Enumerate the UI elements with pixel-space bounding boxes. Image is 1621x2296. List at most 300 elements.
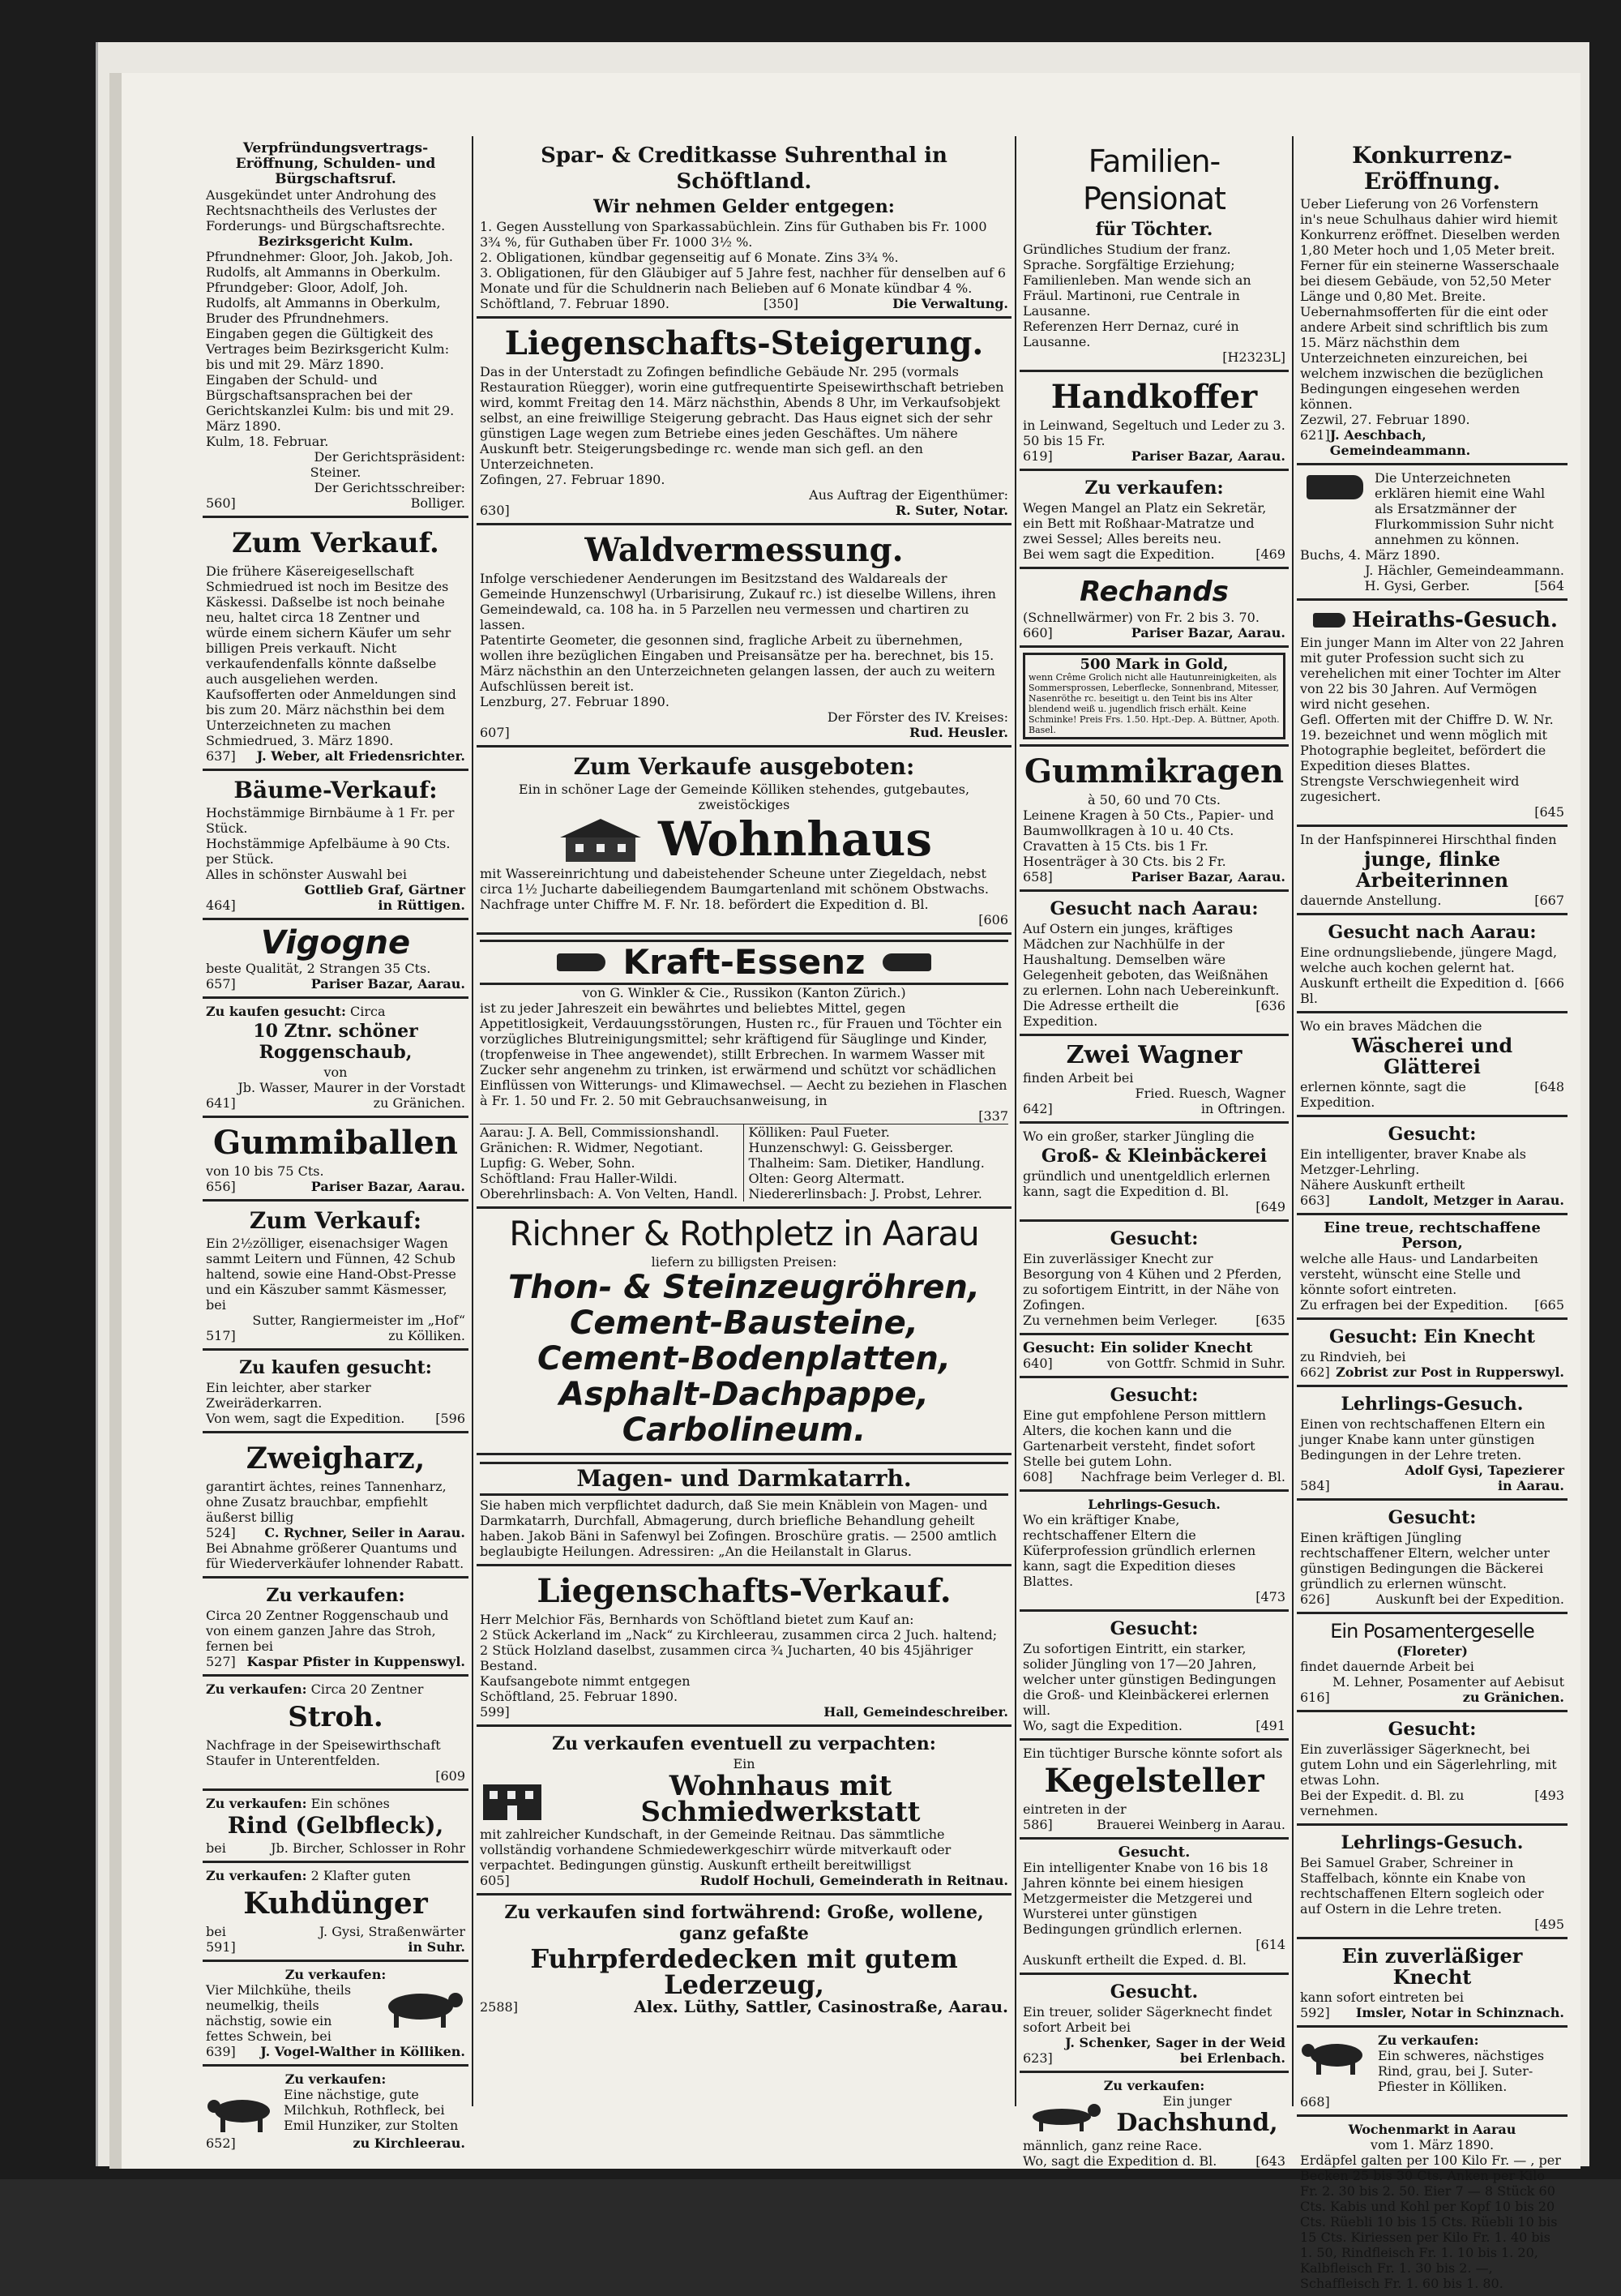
ad-dachshund	[1020, 2073, 1289, 2174]
ad-kraft-essenz	[477, 935, 1012, 1209]
ad-sign: Fried. Ruesch, Wagner	[1135, 1086, 1285, 1101]
ad-title: Verpfründungsvertrags-Eröffnung, Schulden- und Bürgschaftsruf.	[235, 140, 436, 187]
ad-body: von	[323, 1064, 348, 1080]
ad-title: Zu verkaufen eventuell zu verpachten:	[552, 1733, 936, 1754]
ad-line: Alles in schönster Auswahl bei	[206, 867, 407, 882]
ad-number: 642]	[1023, 1101, 1053, 1116]
ad-number: 517]	[206, 1328, 236, 1343]
ad-sign: Pariser Bazar, Aarau.	[1131, 625, 1285, 640]
ad-date: Schmiedrued, 3. März 1890.	[206, 733, 394, 748]
product-line: Thon- & Steinzeugröhren,	[507, 1269, 981, 1306]
ad-number: [564	[1534, 578, 1564, 593]
ad-date: Zofingen, 27. Februar 1890.	[480, 472, 665, 487]
ad-title: Magen- und Darmkatarrh.	[480, 1462, 1008, 1496]
cow-illustration-icon	[206, 2087, 279, 2135]
ad-wohnhaus-schmiedwerkstatt	[477, 1727, 1012, 1895]
ad-body: Ein in schöner Lage der Gemeinde Kölliken stehendes, gutgebautes, zweistöckiges	[518, 782, 970, 812]
ad-body: mit zahlreicher Kundschaft, in der Gemeinde Reitnau. Das sämmtliche vollständig vorhandene Schmiedewerkgeschirr würde mitverkauft oder verpachtet. Bedingungen günstig. Auskunft ertheilt bereitwilligst	[480, 1827, 952, 1873]
ad-headline: Kuhdünger	[243, 1887, 428, 1921]
ad-body: bei	[206, 1840, 226, 1856]
ad-body: Eine gut empfohlene Person mittlern Alters, die kochen kann und die Gartenarbeit versteht, findet sofort Stelle bei gutem Lohn.	[1023, 1407, 1266, 1469]
ad-kaufen-karren	[203, 1351, 468, 1433]
ad-number: [350]	[763, 296, 799, 311]
ad-body: Wo ein kräftiger Knabe, rechtschaffener Eltern die Küferprofession gründlich erlernen kann, sagt die Expedition dieses Blattes.	[1023, 1512, 1256, 1589]
ad-body: Ein zuverlässiger Sägerknecht, bei gutem Lohn und ein Sägerlehrling, mit etwas Lohn.	[1300, 1741, 1557, 1788]
ad-number: 660]	[1023, 625, 1053, 640]
ad-number: 608]	[1023, 1469, 1053, 1484]
ad-sign: Pariser Bazar, Aarau.	[310, 976, 465, 992]
ad-title: Eine treue, rechtschaffene Person,	[1324, 1219, 1541, 1252]
ad-title: Richner & Rothpletz in Aarau	[509, 1214, 979, 1253]
ad-place: zu Kölliken.	[388, 1328, 465, 1343]
ad-number: 605]	[480, 1873, 510, 1888]
ad-body: à 50, 60 und 70 Cts.	[1088, 792, 1221, 807]
ad-sign: M. Lehner, Posamenter auf Aebisut	[1332, 1674, 1564, 1690]
ad-body: Ein intelligenter Knabe von 16 bis 18 Jahren könnte bei einem hiesigen Metzgermeister die Metzgerei und Wursterei unter günstigen Bedingungen gründlich erlernen.	[1023, 1860, 1268, 1937]
ad-number: [643	[1255, 2153, 1285, 2169]
ad-body: Ein intelligenter, braver Knabe als Metzger-Lehrling.	[1300, 1146, 1526, 1177]
ad-body: Ein junger Mann im Alter von 22 Jahren mit guter Profession sucht sich zu verehelichen mit einer Tochter im Alter von 22 bis 30 Jahren. Auf Vermögen wird nicht gesehen.	[1300, 635, 1564, 712]
ad-body: in Leinwand, Segeltuch und Leder zu 3. 50 bis 15 Fr.	[1023, 418, 1285, 448]
ad-number: [495	[1534, 1917, 1564, 1932]
ad-text: In der Hanfspinnerei Hirschthal finden	[1300, 832, 1557, 847]
ad-body: Die Unterzeichneten erklären hiemit eine Wahl als Ersatzmänner der Flurkommission Suhr nicht annehmen zu können.	[1375, 470, 1554, 547]
ad-number: 560]	[206, 495, 236, 511]
ad-sign: Gottlieb Graf, Gärtner	[304, 882, 465, 897]
ad-line: Auskunft ertheilt die Expedition d. Bl.	[1300, 975, 1528, 1006]
ad-title: Zum Verkaufe ausgeboten:	[573, 753, 915, 780]
ad-line: Hochstämmige Birnbäume à 1 Fr. per Stück.	[206, 805, 455, 836]
ad-text: Pfrundgeber: Gloor, Adolf, Joh. Rudolfs, alt Ammanns in Oberkulm, Bruder des Pfrundnehmers.	[206, 280, 441, 326]
ad-body: Gefl. Offerten mit der Chiffre D. W. Nr. 19. bezeichnet und wenn möglich mit Photographie begleitet, befördert die Expedition dieses Blattes.	[1300, 712, 1554, 773]
ad-title: Zu verkaufen:	[266, 1585, 405, 1606]
ad-body: (Schnellwärmer) von Fr. 2 bis 3. 70.	[1023, 610, 1260, 625]
ad-body: männlich, ganz reine Race.	[1023, 2138, 1203, 2153]
ad-body: Zu sofortigen Eintritt, ein starker, solider Jüngling von 17—20 Jahren, welcher unter günstigen Bedingungen die Groß- und Kleinbäckerei erlernen will.	[1023, 1641, 1277, 1718]
ad-sign: R. Suter, Notar.	[895, 503, 1008, 518]
ad-headline: Wäscherei und Glätterei	[1351, 1034, 1513, 1078]
ad-title: Gesucht:	[1388, 1507, 1477, 1528]
ad-creme-grolich	[1020, 648, 1289, 747]
column-3	[1020, 136, 1289, 2169]
ad-title: Zum Verkauf.	[232, 527, 439, 559]
ad-line: Zu erfragen bei der Expedition.	[1300, 1297, 1508, 1313]
ad-body: Ausgekündet unter Androhung des Rechtsnachtheils des Verlustes der Forderungs- und Bürgschaftsrechte.	[206, 187, 446, 233]
ad-line: Wo, sagt die Expedition.	[1023, 1718, 1183, 1733]
ad-gesucht-magd	[1297, 915, 1568, 1013]
ad-waescherei	[1297, 1013, 1568, 1117]
ad-zuverlaessiger-knecht	[1297, 1939, 1568, 2028]
ad-sign: Rudolf Hochuli, Gemeinderath in Reitnau.	[699, 1873, 1008, 1888]
ad-knecht-rindvieh	[1297, 1320, 1568, 1387]
ad-saegerknecht	[1020, 1975, 1289, 2073]
ad-zum-verkauf-wagen	[203, 1202, 468, 1351]
column-4	[1297, 136, 1568, 2291]
ad-number: [596	[435, 1411, 465, 1426]
ad-kegelsteller	[1020, 1741, 1289, 1840]
ad-baecker-lehrling	[1297, 1501, 1568, 1614]
ad-body: dauernde Anstellung.	[1300, 893, 1442, 908]
ad-body: findet dauernde Arbeit bei	[1300, 1659, 1474, 1674]
depot-item: Kölliken: Paul Fueter.	[748, 1124, 890, 1140]
ad-text: Ein schönes	[310, 1796, 390, 1811]
ad-vigogne	[203, 920, 468, 999]
ad-gummikragen	[1020, 747, 1289, 892]
ad-number: 637]	[206, 748, 236, 764]
ad-zum-verkauf	[203, 518, 468, 771]
ad-title: Zweigharz,	[246, 1441, 426, 1476]
binding-edge	[109, 73, 122, 2169]
ad-title: Spar- & Creditkasse Suhrenthal in Schöftland.	[541, 144, 947, 194]
ad-number: [614	[1255, 1937, 1285, 1952]
ad-body: garantirt ächtes, reines Tannenharz, ohne Zusatz brauchbar, empfiehlt äußerst billig	[206, 1479, 447, 1525]
ad-subtitle: für Töchter.	[1095, 219, 1213, 240]
ad-title: Gesucht.	[1118, 1844, 1191, 1861]
ad-number: 641]	[206, 1095, 236, 1111]
ad-body: Bei Samuel Graber, Schreiner in Staffelbach, könnte ein Knabe von rechtschaffenen Eltern sogleich oder auf Ostern in die Lehre treten.	[1300, 1855, 1544, 1917]
ad-body: von 10 bis 75 Cts.	[206, 1163, 324, 1179]
ad-sign: Imsler, Notar in Schinznach.	[1355, 2005, 1564, 2020]
product-line: Cement-Bausteine,	[569, 1304, 919, 1342]
ad-number: [636	[1255, 998, 1285, 1013]
ad-date: Lenzburg, 27. Februar 1890.	[480, 694, 669, 709]
ad-sign: Bolliger.	[410, 495, 465, 511]
ad-sparkasse	[477, 136, 1012, 319]
ad-title: Liegenschafts-Steigerung.	[504, 324, 984, 362]
ad-number: [H2323L]	[1222, 349, 1285, 365]
ad-body: zu Rindvieh, bei	[1300, 1349, 1406, 1364]
cow-illustration-icon	[376, 1982, 465, 2031]
ad-body: mit Wassereinrichtung und dabeistehender Scheune unter Ziegeldach, nebst circa 1½ Jucharte dabeiliegendem Baumgartenland mit schönem Obstwachs. Nachfrage unter Chiffre M. F. Nr. 18. befördert die Expedition d. Bl.	[480, 866, 989, 912]
ad-place: bei Erlenbach.	[1179, 2050, 1285, 2066]
ad-sign: Landolt, Metzger in Aarau.	[1368, 1193, 1564, 1208]
ad-body: Nachfrage in der Speisewirthschaft Staufer in Unterentfelden.	[206, 1737, 441, 1768]
market-date: vom 1. März 1890.	[1370, 2137, 1495, 2152]
product-line: Carbolineum.	[622, 1411, 866, 1449]
ad-sign: Steiner.	[310, 465, 361, 480]
ad-date: Zezwil, 27. Februar 1890.	[1300, 412, 1470, 427]
ad-sign: J. Hächler, Gemeindeammann.	[1365, 563, 1564, 578]
ad-body: Ein zuverlässiger Knecht zur Besorgung von 4 Kühen und 2 Pferden, zu sofortigem Eintritt, in der Nähe von Zofingen.	[1023, 1251, 1282, 1313]
ad-line: Bei wem sagt die Expedition.	[1023, 546, 1215, 562]
ad-court: Bezirksgericht Kulm.	[258, 233, 413, 249]
ad-number: [606	[978, 912, 1008, 927]
market-title: Wochenmarkt in Aarau	[1348, 2122, 1516, 2137]
ad-title: Zu verkaufen:	[206, 1796, 307, 1811]
ad-line: Auskunft bei der Expedition.	[1375, 1591, 1564, 1607]
ad-number: 626]	[1300, 1591, 1330, 1607]
ad-number: 658]	[1023, 869, 1053, 885]
ad-number: 639]	[206, 2044, 236, 2059]
ad-text: Wo ein braves Mädchen die	[1300, 1018, 1482, 1034]
ad-text: Eingaben der Schuld- und Bürgschaftsansprachen bei der Gerichtskanzlei Kulm: bis und mit 29. März 1890.	[206, 372, 455, 434]
ad-number: 524]	[206, 1525, 236, 1540]
ad-line: Nachfrage beim Verleger d. Bl.	[1080, 1469, 1285, 1484]
ad-title: Ein zuverläßiger Knecht	[1341, 1944, 1523, 1989]
ad-body: Einen von rechtschaffenen Eltern ein junger Knabe kann unter günstigen Bedingungen in der Lehre treten.	[1300, 1416, 1546, 1463]
ad-title: Gummiballen	[213, 1124, 458, 1162]
ad-gesucht-person	[1020, 1378, 1289, 1492]
ad-body: welche alle Haus- und Landarbeiten versteht, wünscht eine Stelle und könnte sofort eintreten.	[1300, 1251, 1538, 1297]
ad-date: Schöftland, 25. Februar 1890.	[480, 1689, 678, 1704]
ad-title: Handkoffer	[1050, 378, 1258, 416]
ad-milchkuh	[203, 2067, 468, 2156]
pointing-hand-icon	[1313, 613, 1345, 628]
ad-line: Wo, sagt die Expedition d. Bl.	[1023, 2153, 1217, 2169]
ad-line: Zu vernehmen beim Verleger.	[1023, 1313, 1218, 1328]
ad-zwei-wagner	[1020, 1036, 1289, 1124]
product-line: Cement-Bodenplatten,	[537, 1340, 952, 1377]
ad-number: 621]	[1300, 427, 1330, 443]
ad-sign-role: Der Gerichtsschreiber:	[314, 480, 465, 495]
ad-title: Rechands	[1080, 576, 1229, 608]
ad-line: Hochstämmige Apfelbäume à 90 Cts. per Stück.	[206, 836, 451, 867]
ad-title: Zu verkaufen:	[284, 2071, 387, 2087]
ad-title: Lehrlings-Gesuch.	[1341, 1394, 1524, 1415]
ad-line: Nähere Auskunft ertheilt	[1300, 1177, 1465, 1193]
ad-number: 586]	[1023, 1817, 1053, 1832]
ad-baeume-verkauf	[203, 771, 468, 920]
ad-subtitle: Wir nehmen Gelder entgegen:	[593, 196, 895, 217]
ad-number: [635	[1255, 1313, 1285, 1328]
ad-magen-darmkatarrh	[477, 1455, 1012, 1566]
ad-body: Ein 2½zölliger, eisenachsiger Wagen sammt Leitern und Fünnen, 42 Schub haltend, sowie eine Hand-Obst-Presse und ein Käszuber sammt Käsmesser, bei	[206, 1236, 456, 1313]
ad-text: 2 Klafter guten	[310, 1868, 411, 1883]
ad-number: [469	[1255, 546, 1285, 562]
ad-zweigharz	[203, 1433, 468, 1578]
ad-metzger-lehrling	[1297, 1117, 1568, 1215]
ad-konkurrenz-eroeffnung	[1297, 136, 1568, 465]
ad-text: Eingaben gegen die Gültigkeit des Vertrages beim Bezirksgericht Kulm: bis und mit 29. März 1890.	[206, 326, 450, 372]
ad-ref: Referenzen Herr Dernaz, curé in Lausanne.	[1023, 319, 1239, 349]
ad-text: Circa	[350, 1004, 386, 1019]
ad-number: [473	[1255, 1589, 1285, 1604]
ad-title: Gesucht: Ein Knecht	[1329, 1326, 1535, 1347]
ad-sign: Zobrist zur Post in Rupperswyl.	[1336, 1364, 1564, 1380]
ad-number: [491	[1255, 1718, 1285, 1733]
ad-verkaufen-rind-grau	[1297, 2028, 1568, 2117]
ad-body: beste Qualität, 2 Strangen 35 Cts.	[206, 961, 431, 976]
ad-number: [493	[1534, 1788, 1564, 1803]
ad-title: Gummikragen	[1024, 752, 1285, 790]
depot-item: Oberehrlinsbach: A. Von Velten, Handl.	[480, 1186, 738, 1202]
ad-place: in Rüttigen.	[378, 897, 465, 913]
ad-rechands	[1020, 569, 1289, 648]
ad-text: Ein	[733, 1756, 755, 1771]
ad-body: ist zu jeder Jahreszeit ein bewährtes und beliebtes Mittel, gegen Appetitlosigkeit, Verdauungsstörungen, Husten rc., für Frauen und Töchter ein vorzügliches Blutreinigungsmittel; sehr kräftigend für Säuglinge und Kinder, (tropfenweise in Thee angewendet), stillt Erbrechen. In warmem Wasser mit Zucker sehr angenehm zu trinken, ist erwärmend und schützt vor schädlichen Einflüssen von Witterungs- und Klimawechsel. — Aecht zu beziehen in Flaschen à Fr. 1. 50 und Fr. 2. 50 mit Gebrauchsanweisung, in	[480, 1000, 1007, 1108]
ad-headline: junge, flinke Arbeiterinnen	[1355, 847, 1509, 892]
ad-title: Zu verkaufen:	[284, 1967, 387, 1982]
ad-number: 616]	[1300, 1690, 1330, 1705]
depot-item: Olten: Georg Altermatt.	[748, 1171, 905, 1186]
column-2	[477, 136, 1012, 2106]
column-rule	[472, 136, 473, 2106]
ad-body: Ein leichter, aber starker Zweiräderkarren.	[206, 1380, 371, 1411]
ad-sign-role: Der Gerichtspräsident:	[314, 449, 465, 465]
ad-sign: Brauerei Weinberg in Aarau.	[1097, 1817, 1285, 1832]
ad-sign: J. Gysi, Straßenwärter	[319, 1924, 465, 1939]
ad-verkaufen-stroh	[203, 1677, 468, 1791]
ad-title: Gesucht: Ein solider Knecht	[1023, 1339, 1253, 1356]
ad-posamentergeselle	[1297, 1614, 1568, 1712]
depot-item: Gränichen: R. Widmer, Negotiant.	[480, 1140, 704, 1155]
ad-number: 591]	[206, 1939, 236, 1955]
ad-sign: von Gottfr. Schmid in Suhr.	[1106, 1356, 1285, 1371]
ad-roggenschaub	[203, 999, 468, 1118]
building-illustration-icon	[480, 1776, 545, 1822]
ad-number: [337	[978, 1108, 1008, 1124]
ad-number: [667	[1534, 893, 1564, 908]
ad-place: zu Gränichen.	[1462, 1690, 1564, 1705]
ad-place: zu Gränichen.	[373, 1095, 465, 1111]
ad-headline: 10 Ztnr. schöner Roggenschaub,	[253, 1021, 418, 1063]
ad-line: 3. Obligationen, für den Gläubiger auf 5 Jahre fest, nachher für denselben auf 6 Monate und für die Schuldnerin nach Belieben auf 6 Monate kündbar 4 %.	[480, 265, 1007, 296]
ad-place: in Oftringen.	[1200, 1101, 1285, 1116]
ad-line: Bei der Expedit. d. Bl. zu vernehmen.	[1300, 1788, 1465, 1818]
ad-sign: J. Vogel-Walther in Kölliken.	[260, 2044, 465, 2059]
ad-title: Zu verkaufen:	[1378, 2033, 1479, 2048]
ad-body: Ein treuer, solider Sägerknecht findet sofort Arbeit bei	[1023, 2004, 1272, 2035]
ad-number: [665	[1534, 1297, 1564, 1313]
wochenmarkt-report	[1297, 2117, 1568, 2296]
ad-date: Buchs, 4. März 1890.	[1300, 547, 1440, 563]
ad-headline: Kegelsteller	[1044, 1762, 1264, 1800]
ad-body: Patentirte Geometer, die gesonnen sind, fragliche Arbeit zu übernehmen, wollen ihre bezüglichen Eingaben und Preisansätze per ha. berechnet, bis 15. März nächsthin an den Unterzeichneten gelangen lassen, der auch zu weitern Aufschlüssen bereit ist.	[480, 632, 995, 694]
ad-number: 663]	[1300, 1193, 1330, 1208]
product-line: Asphalt-Dachpappe,	[559, 1376, 929, 1413]
ad-headline: Wohnhaus	[657, 812, 932, 867]
ad-sign: Adolf Gysi, Tapezierer	[1405, 1463, 1564, 1478]
ad-line: 2. Obligationen, kündbar gegenseitig auf 6 Monate. Zins 3¾ %.	[480, 250, 899, 265]
pointing-hand-icon	[557, 953, 605, 971]
column-rule	[1292, 136, 1294, 2106]
ad-place: zu Kirchleerau.	[353, 2135, 465, 2151]
ad-body: kann sofort eintreten bei	[1300, 1990, 1465, 2005]
ad-sign: C. Rychner, Seiler in Aarau.	[264, 1525, 465, 1540]
ad-lehrlings-schreiner	[1297, 1826, 1568, 1939]
pointing-hand-icon	[1307, 475, 1363, 499]
ad-title: Lehrlings-Gesuch.	[1088, 1497, 1221, 1512]
ad-sign-role: Der Förster des IV. Kreises:	[827, 709, 1008, 725]
ad-title: Zwei Wagner	[1066, 1041, 1242, 1069]
ad-line: Die Adresse ertheilt die Expedition.	[1023, 998, 1179, 1029]
ad-kuhduenger	[203, 1863, 468, 1962]
ad-title: Vigogne	[260, 924, 411, 962]
ad-title: Gesucht:	[1110, 1385, 1199, 1406]
ad-number: 599]	[480, 1704, 510, 1720]
ad-saegerlehrling	[1297, 1712, 1568, 1826]
ad-title: Gesucht:	[1388, 1124, 1477, 1145]
ad-sign: Jb. Bircher, Schlosser in Rohr	[271, 1840, 465, 1856]
ad-text: Pfrundnehmer: Gloor, Joh. Jakob, Joh. Rudolfs, alt Ammanns in Oberkulm.	[206, 249, 453, 280]
ad-sign: H. Gysi, Gerber.	[1364, 578, 1470, 593]
ad-metzgerei-lehre	[1020, 1840, 1289, 1975]
cow-illustration-icon	[1300, 2033, 1373, 2078]
ad-line: 1. Gegen Ausstellung von Sparkassabüchlein. Zins für Guthaben bis Fr. 1000 3¾ %, für Guthaben über Fr. 1000 3½ %.	[480, 219, 987, 250]
ad-body: Wegen Mangel an Platz ein Sekretär, ein Bett mit Roßhaar-Matratze und zwei Sessel; Alles bereits neu.	[1023, 500, 1267, 546]
ad-verkaufen-roggenschaub	[203, 1578, 468, 1677]
ad-note: Bei Abnahme größerer Quantums und für Wiederverkäufer lohnender Rabatt.	[206, 1540, 464, 1571]
ad-body: Eine nächstige, gute Milchkuh, Rothfleck, bei Emil Hunziker, zur Stolten	[284, 2087, 459, 2133]
ad-body: Vier Milchkühe, theils neumelkig, theils nächstig, sowie ein fettes Schwein, bei	[206, 1982, 352, 2044]
ad-headline: Wohnhaus mit Schmiedwerkstatt	[640, 1770, 921, 1828]
ad-sign: Kaspar Pfister in Kuppenswyl.	[246, 1654, 465, 1669]
ad-body: Sie haben mich verpflichtet dadurch, daß Sie mein Knäblein von Magen- und Darmkatarrh, Durchfall, Abmagerung, durch briefliche Behandlung geheilt haben. Jakob Bäni in Safenwyl bei Zofingen. Broschüre gratis. — 2500 amtlich beglaubigte Heilungen. Adressiren: „An die Heilanstalt in Glarus.	[480, 1497, 997, 1559]
ad-liegenschafts-verkauf	[477, 1566, 1012, 1727]
ad-number: 464]	[206, 897, 236, 913]
ad-milchkuehe	[203, 1962, 468, 2067]
ad-number: 662]	[1300, 1364, 1330, 1380]
ad-title: Zu verkaufen:	[206, 1681, 307, 1697]
ad-line: Kaufsangebote nimmt entgegen	[480, 1673, 691, 1689]
ad-arbeiterinnen	[1297, 827, 1568, 915]
ad-headline: Dachshund,	[1116, 2109, 1278, 2137]
ad-title: Liegenschafts-Verkauf.	[537, 1572, 952, 1610]
ad-number: 527]	[206, 1654, 236, 1669]
ad-sign: Pariser Bazar, Aarau.	[1131, 448, 1285, 464]
ad-sign: Rud. Heusler.	[909, 725, 1008, 740]
ad-body: Die frühere Käsereigesellschaft Schmiedrued ist noch im Besitze des Käskessi. Daßselbe ist noch beinahe neu, haltet circa 18 Zentner und würde einem sichern Käufer um sehr billigen Preis verkauft. Nicht verkaufendenfalls könnte daßselbe auch ausgeliehen werden. Kaufsofferten oder Anmeldungen sind bis zum 20. März nächsthin bei dem Unterzeichneten zu machen	[206, 563, 456, 733]
ad-body: wenn Crême Grolich nicht alle Hautunreinigkeiten, als Sommersprossen, Leberflecke, Sonnenbrand, Mitesser, Nasenröthe rc. beseitigt u. den Teint bis ins Alter blendend weiß u. jugendlich frisch erhält. Keine Schminke! Preis Frs. 1.50. Hpt.-Dep. A. Büttner, Apoth. Basel.	[1029, 672, 1280, 735]
market-prices: Erdäpfel galten per 100 Kilo Fr. — , per Becken 25 bis 30 Cts. Anken per Kilo Fr. 2. 30 bis 2. 50. Eier 7 — 8 Stück 60 Cts. Kabis und Kohl per Kopf 10 bis 20 Cts. Rüebli 10 bis 15 Cts. Rüebli 10 bis 15 Cts. Kiriessen per Kilo Fr. 1. 40 bis 1. 50, Rindfleisch Fr. 1. 10 bis 1. 20, Kalbfleisch Fr. 1. 30 bis 2. —, Schaffleisch Fr. 1. 60 bis 1. 80.	[1300, 2152, 1561, 2291]
ad-title: Zu verkaufen sind fortwährend: Große, wollene, ganz gefaßte	[504, 1902, 984, 1944]
ad-body: Auf Ostern ein junges, kräftiges Mädchen zur Nachhülfe in der Haushaltung. Demselben wäre Gelegenheit geboten, das Weißnähen zu erlernen. Lohn nach Uebereinkunft.	[1023, 921, 1280, 998]
ad-number: 668]	[1300, 2094, 1330, 2110]
ad-title: Zu kaufen gesucht:	[206, 1004, 346, 1019]
house-illustration-icon	[556, 815, 645, 863]
ad-title: Waldvermessung.	[584, 531, 904, 569]
ad-text: Ein tüchtiger Bursche könnte sofort als	[1023, 1746, 1283, 1761]
depot-item: Schöftland: Frau Haller-Wildi.	[480, 1171, 678, 1186]
ad-gesucht-juengling	[1020, 1612, 1289, 1741]
ad-waldvermessung	[477, 525, 1012, 747]
ad-sign: Alex. Lüthy, Sattler, Casinostraße, Aarau.	[634, 1997, 1008, 2016]
ad-subtitle: liefern zu billigsten Preisen:	[651, 1254, 837, 1270]
ad-sign: Hall, Gemeindeschreiber.	[823, 1704, 1008, 1720]
ad-sign: Jb. Wasser, Maurer in der Vorstadt	[237, 1080, 465, 1095]
ad-line: 2 Stück Holzland daselbst, zusammen circa ¾ Jucharten, 40 bis 45jähriger Bestand.	[480, 1643, 973, 1673]
ad-title: Heiraths-Gesuch.	[1352, 608, 1558, 632]
ad-sign: Pariser Bazar, Aarau.	[310, 1179, 465, 1194]
ad-line: 2 Stück Ackerland im „Nack“ zu Kirchleerau, zusammen circa 2 Juch. haltend;	[480, 1627, 998, 1643]
ad-title: Gesucht:	[1110, 1228, 1199, 1249]
ad-text: Circa 20 Zentner	[310, 1681, 424, 1697]
ad-number: 584]	[1300, 1478, 1330, 1493]
ad-sign: J. Weber, alt Friedensrichter.	[256, 748, 465, 764]
ad-sign: J. Schenker, Sager in der Weid	[1065, 2035, 1285, 2050]
ad-body: Circa 20 Zentner Roggenschaub und von einem ganzen Jahre das Stroh, fernen bei	[206, 1608, 449, 1654]
ad-number: 2588]	[480, 1999, 518, 2015]
ad-body: Gründliches Studium der franz. Sprache. Sorgfältige Erziehung; Familienleben. Man wende sich an Fräul. Martinoni, rue Centrale in Lausanne.	[1023, 242, 1251, 319]
ad-sign: Sutter, Rangiermeister im „Hof“	[252, 1313, 465, 1328]
ad-number: 623]	[1023, 2050, 1053, 2066]
ad-sign: Pariser Bazar, Aarau.	[1131, 869, 1285, 885]
ad-title: Gesucht nach Aarau:	[1050, 898, 1259, 919]
ad-body: Leinene Kragen à 50 Cts., Papier- und Baumwollkragen à 10 u. 40 Cts. Cravatten à 15 Cts. bis 1 Fr. Hosenträger à 30 Cts. bis 2 Fr.	[1023, 807, 1274, 869]
ad-title: Zu verkaufen:	[1103, 2078, 1205, 2093]
ad-place: in Aarau.	[1497, 1478, 1564, 1493]
ad-number: [648	[1534, 1079, 1564, 1094]
ad-wohnhaus-koelliken	[477, 747, 1012, 935]
ad-subtitle: von G. Winkler & Cie., Russikon (Kanton Zürich.)	[582, 985, 906, 1000]
ad-fuhrpferdedecken	[477, 1895, 1012, 2020]
depot-item: Niedererlinsbach: J. Probst, Lehrer.	[748, 1186, 982, 1202]
ad-number: [649	[1255, 1199, 1285, 1214]
ad-body: Ein junger	[1162, 2093, 1232, 2109]
ad-lehrlings-tapezierer	[1297, 1387, 1568, 1501]
ad-headline: Rind (Gelbfleck),	[227, 1812, 444, 1839]
ad-subtitle: (Floreter)	[1396, 1643, 1468, 1659]
